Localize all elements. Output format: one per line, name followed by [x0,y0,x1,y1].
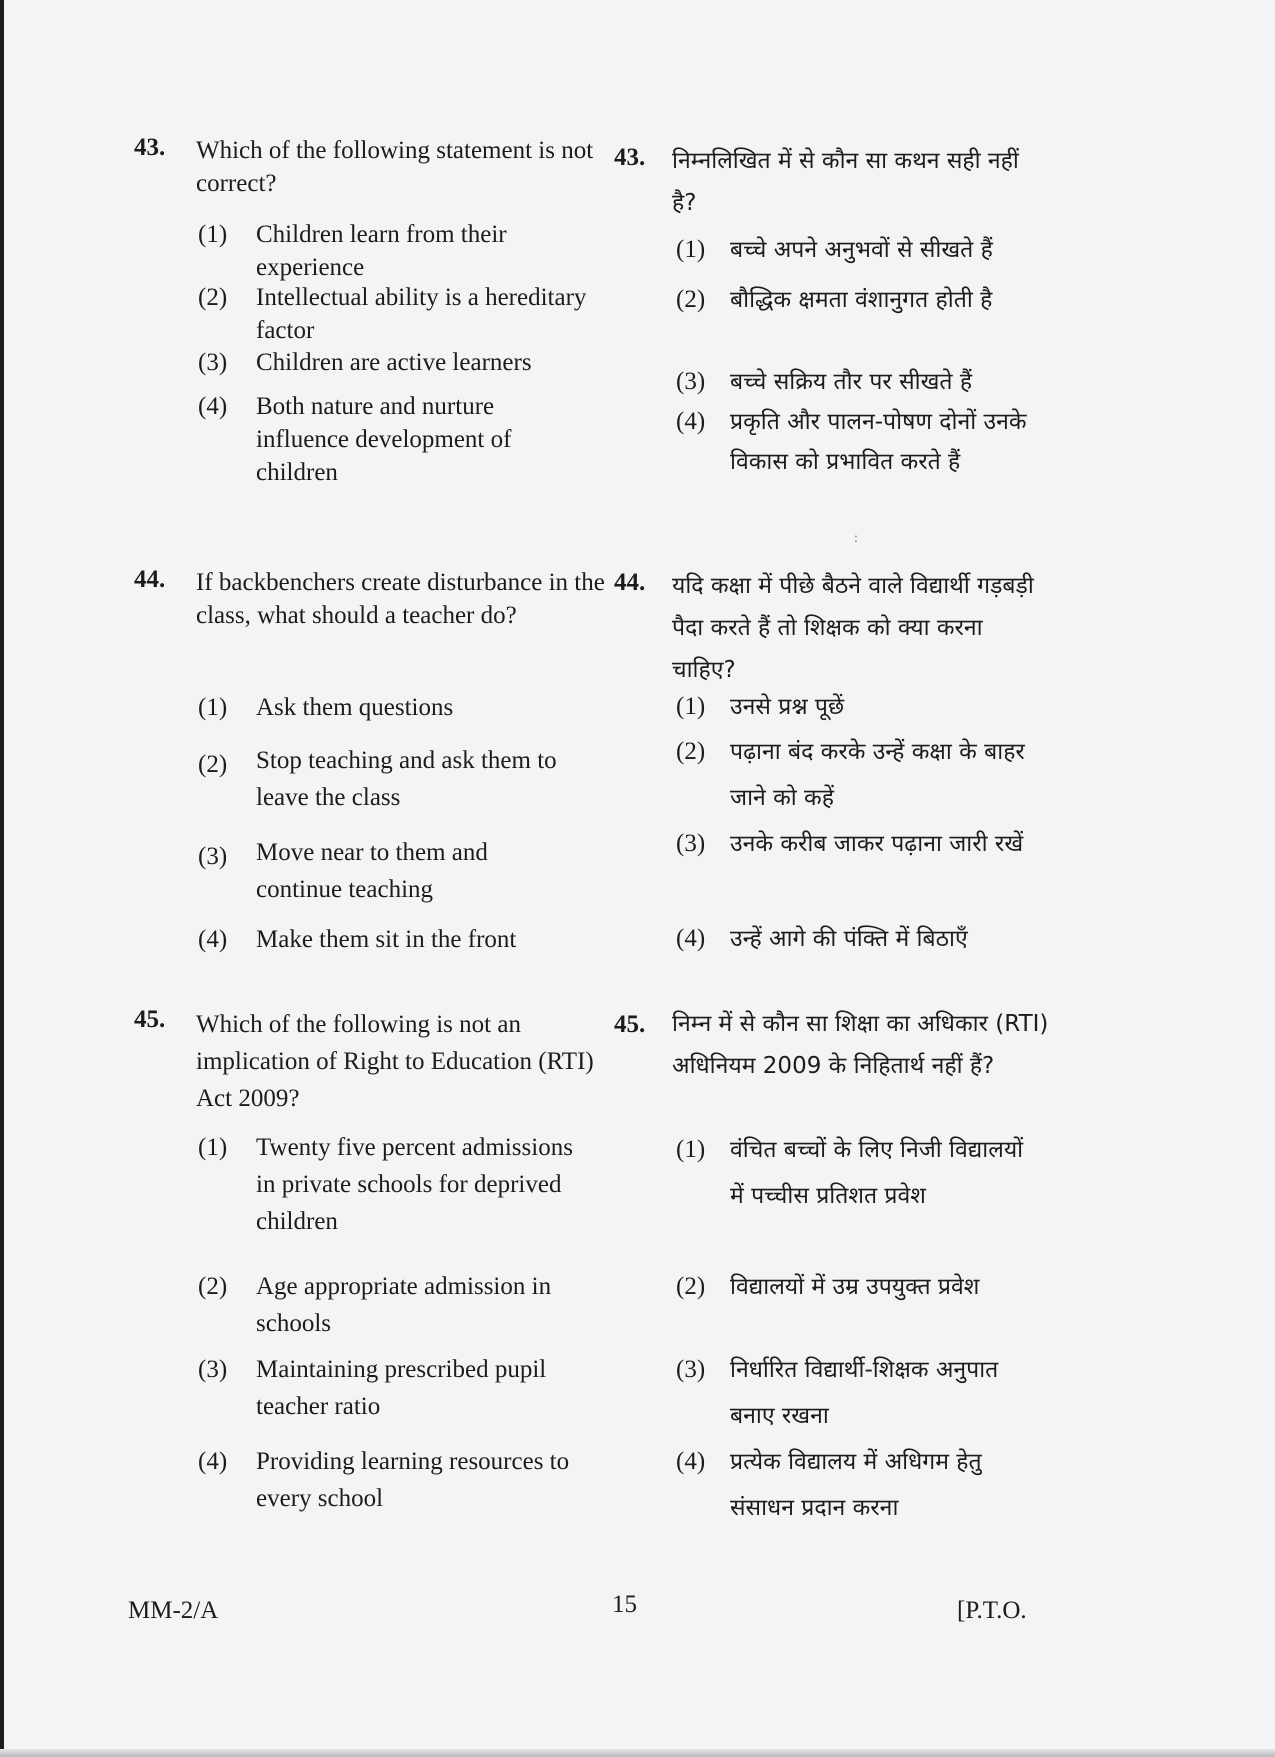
option-number: (2) [198,1273,228,1300]
option-number: (1) [198,221,228,248]
option-text: बच्चे अपने अनुभवों से सीखते हैं [730,237,993,263]
option-text: बौद्धिक क्षमता वंशानुगत होती है [730,287,993,313]
please-turn-over: [P.T.O. [957,1597,1027,1624]
question-number: 44. [614,569,646,596]
option-number: (2) [676,1273,706,1300]
option-number: (1) [676,1136,706,1163]
question-number: 43. [134,134,166,161]
option-number: (3) [676,830,706,857]
option-number: (3) [198,1356,228,1383]
option-number: (2) [676,286,706,313]
option-number: (2) [676,738,706,765]
option-text: Age appropriate admission in schools [256,1273,552,1337]
option-number: (3) [198,843,228,870]
option-number: (4) [676,408,706,435]
option-number: (1) [198,694,228,721]
option-text: Children are active learners [256,349,532,376]
option-number: (1) [198,1134,228,1161]
question-text: Which of the following is not an implication of Right to Education (RTI) Act 2009? [196,1011,594,1112]
option-number: (2) [198,284,228,311]
option-number: (1) [676,693,706,720]
option-number: (3) [676,368,706,395]
option-text: वंचित बच्चों के लिए निजी विद्यालयों में पच्चीस प्रतिशत प्रवेश [730,1137,1024,1209]
option-text: उनके करीब जाकर पढ़ाना जारी रखें [730,831,1024,857]
question-text: निम्नलिखित में से कौन सा कथन सही नहीं है? [672,148,1019,216]
option-number: (1) [676,236,706,263]
option-text: Ask them questions [256,694,454,721]
option-text: पढ़ाना बंद करके उन्हें कक्षा के बाहर जाने को कहें [730,739,1025,811]
option-text: Children learn from their experience [256,221,507,281]
option-text: Stop teaching and ask them to leave the class [256,747,557,811]
page-bottom-edge [0,1749,1275,1757]
question-number: 44. [134,566,166,593]
page-edge [0,0,4,1757]
option-text: Maintaining prescribed pupil teacher ratio [256,1356,547,1420]
option-text: निर्धारित विद्यार्थी-शिक्षक अनुपात बनाए रखना [730,1357,999,1429]
option-number: (3) [676,1356,706,1383]
option-text: Intellectual ability is a hereditary factor [256,284,587,344]
option-number: (2) [198,751,228,778]
question-number: 45. [134,1006,166,1033]
option-text: प्रकृति और पालन-पोषण दोनों उनके विकास को प्रभावित करते हैं [730,409,1027,475]
question-text: If backbenchers create disturbance in the class, what should a teacher do? [196,569,605,629]
option-number: (4) [676,925,706,952]
option-text: Providing learning resources to every school [256,1448,570,1512]
option-number: (4) [198,393,228,420]
option-number: (4) [198,926,228,953]
option-text: उन्हें आगे की पंक्ति में बिठाएँ [730,926,968,952]
option-number: (3) [198,349,228,376]
question-text: निम्न में से कौन सा शिक्षा का अधिकार (RTI) अधिनियम 2009 के निहितार्थ नहीं हैं? [672,1011,1049,1079]
option-text: Move near to them and continue teaching [256,839,488,903]
question-text: Which of the following statement is not correct? [196,137,594,197]
question-number: 43. [614,144,646,171]
option-text: Make them sit in the front [256,926,517,953]
question-text: यदि कक्षा में पीछे बैठने वाले विद्यार्थी गड़बड़ी पैदा करते हैं तो शिक्षक को क्या करना चाहिए? [672,573,1034,683]
option-text: विद्यालयों में उम्र उपयुक्त प्रवेश [730,1274,980,1300]
question-number: 45. [614,1011,646,1038]
option-text: उनसे प्रश्न पूछें [730,694,845,720]
option-number: (4) [676,1448,706,1475]
stray-mark: : [854,531,858,546]
option-text: Both nature and nurture influence development of children [256,393,512,486]
page-number: 15 [612,1591,637,1618]
option-text: Twenty five percent admissions in private schools for deprived children [256,1134,573,1235]
option-number: (4) [198,1448,228,1475]
option-text: प्रत्येक विद्यालय में अधिगम हेतु संसाधन प्रदान करना [730,1449,982,1521]
paper-code: MM-2/A [128,1597,219,1624]
option-text: बच्चे सक्रिय तौर पर सीखते हैं [730,369,973,395]
